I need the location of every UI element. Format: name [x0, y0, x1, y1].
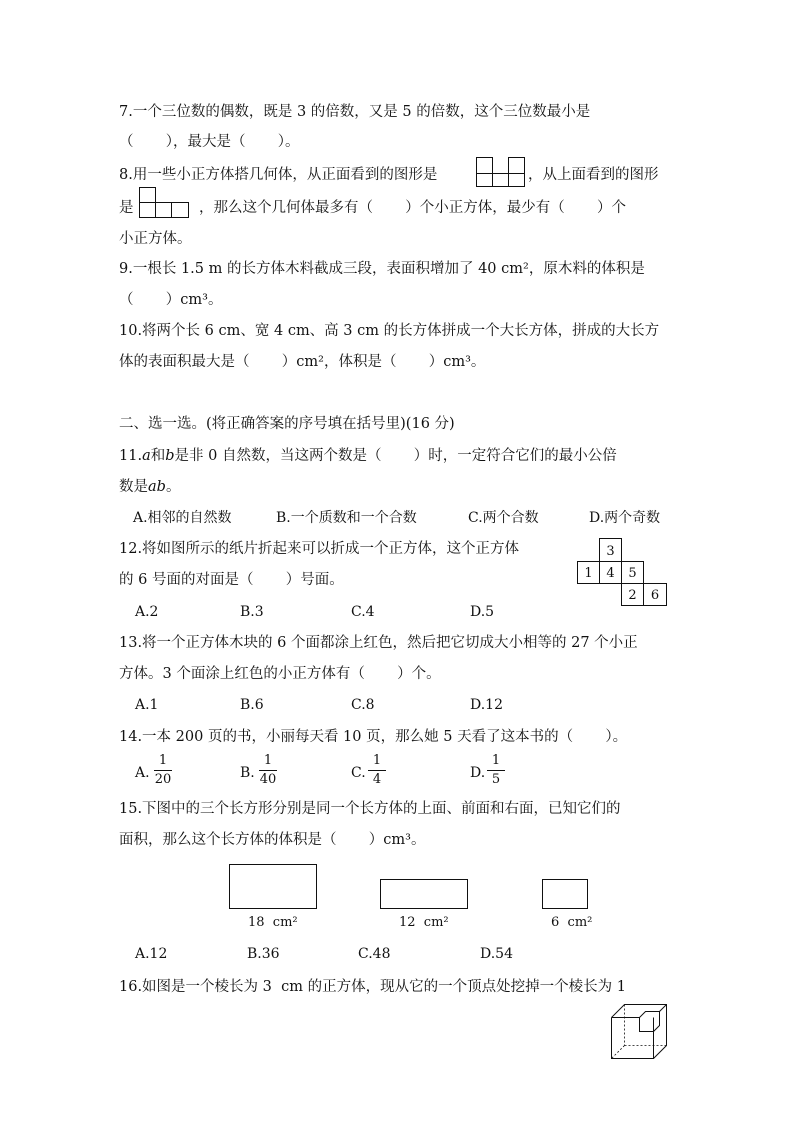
q12-option-b: B.3	[240, 604, 264, 620]
cube-net-figure	[577, 538, 669, 608]
q11-option-a: A.相邻的自然数	[133, 510, 232, 526]
q13-option-a: A.1	[135, 697, 159, 713]
three-rectangles-figure	[229, 864, 589, 910]
q8-line1a: 8.用一些小正方体搭几何体，从正面看到的图形是	[119, 167, 438, 183]
q10-line2: 体的表面积最大是（ ）cm²，体积是（ ）cm³。	[119, 354, 486, 370]
q12-option-a: A.2	[135, 604, 159, 620]
q10-line1: 10.将两个长 6 cm、宽 4 cm、高 3 cm 的长方体拼成一个大长方体，拼成的大长方	[119, 323, 660, 339]
q12-option-d: D.5	[470, 604, 495, 620]
q11-line1: 11.a和b是非 0 自然数，当这两个数是（ ）时，一定符合它们的最小公倍	[119, 448, 617, 464]
q14-option-b-letter: B.	[240, 765, 255, 781]
q13-option-b: B.6	[240, 697, 264, 713]
rect-right-face	[543, 880, 588, 909]
q11-option-b: B.一个质数和一个合数	[276, 510, 417, 526]
q14-option-c-fraction: 1 4	[366, 753, 388, 788]
q12-line2: 的 6 号面的对面是（ ）号面。	[119, 572, 344, 588]
q13-line1: 13.将一个正方体木块的 6 个面都涂上红色，然后把它切成大小相等的 27 个小正	[119, 635, 638, 651]
q14-option-b-fraction: 1 40	[259, 753, 277, 787]
q15-option-a: A.12	[135, 946, 168, 962]
net-face-4: 4	[606, 566, 615, 581]
q16-line1: 16.如图是一个棱长为 3 cm 的正方体，现从它的一个顶点处挖掉一个棱长为 1	[119, 979, 626, 995]
top-view-figure	[139, 187, 191, 219]
net-face-6: 6	[650, 588, 660, 603]
q14-option-c-letter: C.	[351, 765, 366, 781]
q12-line1: 12.将如图所示的纸片折起来可以折成一个正方体，这个正方体	[119, 541, 520, 557]
net-face-2: 2	[628, 588, 637, 603]
q7-line2: （ ），最大是（ ）。	[119, 134, 300, 150]
caption-6: 6 cm²	[551, 915, 593, 930]
q8-line2a: 是	[119, 200, 134, 216]
net-face-3: 3	[606, 544, 615, 559]
q14-option-d-fraction: 1 5	[485, 753, 507, 788]
q8-line3: 小正方体。	[119, 231, 192, 247]
q9-line1: 9.一根长 1.5 m 的长方体木料截成三段，表面积增加了 40 cm²，原木料的体积是	[119, 261, 645, 277]
rect-front-face	[381, 880, 468, 909]
net-face-5: 5	[628, 566, 637, 581]
q15-line1: 15.下图中的三个长方形分别是同一个长方体的上面、前面和右面，已知它们的	[119, 801, 621, 817]
q14-option-a-letter: A.	[135, 765, 150, 781]
q8-line2b: ，那么这个几何体最多有（ ）个小正方体，最少有（ ）个	[199, 200, 627, 216]
cube-with-notch-figure	[611, 1004, 671, 1060]
q7-line1: 7.一个三位数的偶数，既是 3 的倍数，又是 5 的倍数，这个三位数最小是	[119, 104, 591, 120]
caption-18: 18 cm²	[248, 915, 298, 930]
q13-line2: 方体。3 个面涂上红色的小正方体有（ ）个。	[119, 666, 441, 682]
caption-12: 12 cm²	[399, 915, 449, 930]
q12-option-c: C.4	[351, 604, 375, 620]
q15-option-c: C.48	[358, 946, 391, 962]
q15-option-d: D.54	[480, 946, 513, 962]
q15-option-b: B.36	[247, 946, 280, 962]
q11-option-d: D.两个奇数	[589, 510, 661, 526]
section-2-title: 二、选一选。(将正确答案的序号填在括号里)(16 分)	[119, 416, 455, 432]
rect-top-face	[230, 865, 317, 909]
q14-option-a-fraction: 1 20	[154, 753, 172, 787]
q14-line1: 14.一本 200 页的书，小丽每天看 10 页，那么她 5 天看了这本书的（ ）。	[119, 729, 628, 745]
net-face-1: 1	[584, 566, 593, 581]
q13-option-c: C.8	[351, 697, 375, 713]
q11-option-c: C.两个合数	[468, 510, 539, 526]
q15-line2: 面积，那么这个长方体的体积是（ ）cm³。	[119, 832, 426, 848]
q11-line2: 数是ab。	[119, 479, 181, 495]
q8-line1b: ，从上面看到的图形	[528, 167, 659, 183]
q13-option-d: D.12	[470, 697, 503, 713]
front-view-figure	[476, 157, 526, 187]
q14-option-d-letter: D.	[470, 765, 486, 781]
q9-line2: （ ）cm³。	[119, 292, 223, 308]
